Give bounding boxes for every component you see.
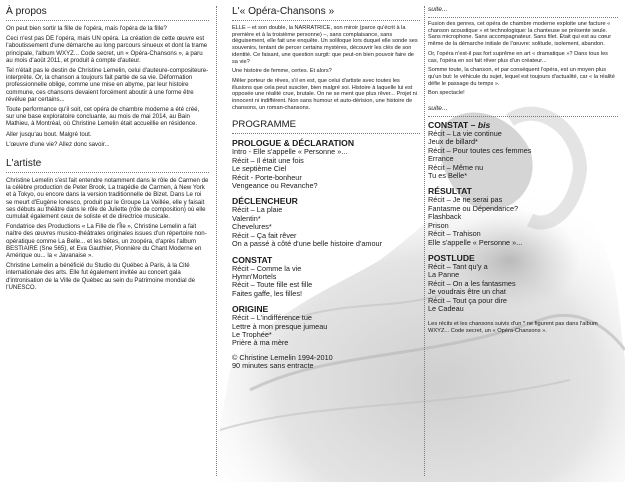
programme-item: La Panne bbox=[428, 270, 460, 280]
column-opera bbox=[232, 6, 420, 371]
programme-item: Prison bbox=[428, 220, 449, 230]
footnote: Les récits et les chansons suivis d'un * ne figurent pas dans l'album WXYZ... Code secret, un « Opéra-Chansons ». bbox=[428, 321, 598, 335]
about-p6: L'œuvre d'une vie? Allez donc savoir... bbox=[6, 140, 110, 148]
artist-p1: Christine Lemelin s'est fait entendre notamment dans le rôle de Carmen de la célèbre production de Peter Brook, La tragédie de Carmen, à New York et à Tokyo, ou encore dans la version traditionnelle de Bizet. Dans Le roi se meurt d'Eugène Ionesco, produit par le Groupe La Veillée, elle y faisait ses débuts au théâtre dans le rôle de Juliette (rôle de composition) où elle cumulait également ceux de soliste et de directrice musicale. bbox=[6, 177, 209, 221]
programme-item: Récit - Porte-bonheur bbox=[232, 172, 302, 182]
suite-label-1: suite... bbox=[428, 6, 618, 18]
about-p2: Ceci n'est pas DE l'opéra, mais UN opéra. La création de cette œuvre est l'aboutissement d'une démarche au long parcours sinueux et dont la trame principale, l'album WXYZ... Code secret, un « Opéra-Chansons », a paru au mois d'août 2011, et produit à compte d'auteur. bbox=[6, 35, 208, 64]
programme-item: Flashback bbox=[428, 212, 462, 222]
programme-item: Récit – Tant qu'y a bbox=[428, 261, 488, 271]
constat-label: CONSTAT – bbox=[428, 120, 476, 131]
programme-item: Le septième Ciel bbox=[232, 164, 287, 174]
origine-list bbox=[232, 314, 420, 348]
programme-item: Récit – La plaie bbox=[232, 205, 283, 215]
programme-item: Chevelures* bbox=[232, 222, 272, 232]
programme-item: Lettre à mon presque jumeau bbox=[232, 321, 328, 331]
suite-p3: Somme toute, la chanson, et par conséquent l'opéra, est un moyen plus qu'un but: le véhicule du sujet, lequel est toujours d'actualité, car « la réalité défie le passage du temps ». bbox=[428, 67, 615, 87]
section-constat: CONSTAT bbox=[232, 254, 273, 265]
artist-p2: Fondatrice des Productions « La Fille de l'Île », Christine Lemelin a fait naître des œuvres musico-théâtrales originales issues d'un répertoire non-opératique comme La Belle... et les bêtes, un zoopéra, d'après l'album BESTIAIRE (Sne 565), et Eva Gauthier, Pionnière du Chant Moderne en Amérique ou... la « Javanaise ». bbox=[6, 223, 207, 260]
programme-item: Jeux de billard* bbox=[428, 137, 478, 147]
programme-item: Valentin* bbox=[232, 213, 261, 223]
about-p3: Tel n'était pas le destin de Christine Lemelin, celui d'auteure-compositeure-interprète. Or, la chanson a toujours fait partie de sa vie. Déformation professionnelle oblige, comme une mise en abyme, par leur histoire commune, ces chansons devaient forcément aboutir à une forme être révélue par certains... bbox=[6, 67, 209, 103]
constat-list bbox=[232, 265, 420, 299]
section-prologue: PROLOGUE & DÉCLARATION bbox=[232, 138, 355, 149]
programme-item: Je voudrais être un chat bbox=[428, 287, 506, 297]
divider-2 bbox=[424, 6, 425, 476]
copyright-text: © Christine Lemelin 1994-2010 bbox=[232, 352, 333, 362]
column-about bbox=[6, 6, 209, 291]
section-resultat: RÉSULTAT bbox=[428, 186, 472, 197]
about-p1: On peut bien sortir la fille de l'opéra, mais l'opéra de la fille? bbox=[6, 25, 167, 32]
constat-bis-list bbox=[428, 130, 618, 180]
programme-item: Récit – Je ne serai pas bbox=[428, 195, 503, 205]
programme-item: Récit – Tout ça pour dire bbox=[428, 295, 507, 305]
programme-item: Récit – Toute fille est fille bbox=[232, 280, 313, 290]
duration-text: 90 minutes sans entracte bbox=[232, 361, 314, 371]
section-declencheur: DÉCLENCHEUR bbox=[232, 196, 298, 207]
programme-item: Elle s'appelle « Personne »... bbox=[428, 237, 523, 247]
opera-intro-1: ELLE – et son double, la NARRATRICE, son miroir (parce qu'écrit à la première et à la troisième personne) –, sans complaisance, sans déguisement, elle fait une enquête. Un soliloque lors duquel elle sonde ses souvenirs, tentant de percer certains mystères, découvrir les clés de son identité. Ce faisant, une question surgit: que peut-on bien pouvoir faire de sa vie? bbox=[232, 25, 418, 65]
prologue-list bbox=[232, 148, 420, 190]
programme-item: Vengeance ou Revanche? bbox=[232, 181, 318, 191]
programme-item: Récit – On a les fantasmes bbox=[428, 278, 516, 288]
programme-item: Récit – Trahison bbox=[428, 229, 481, 239]
section-origine: ORIGINE bbox=[232, 304, 269, 315]
programme-item: Récit – Comme la vie bbox=[232, 263, 302, 273]
programme-item: Hymn'Mortels bbox=[232, 271, 277, 281]
suite-p4: Bon spectacle! bbox=[428, 90, 465, 97]
about-p5: Aller jusqu'au bout. Malgré tout. bbox=[6, 130, 92, 138]
programme-item: Récit – Ça fait rêver bbox=[232, 230, 297, 240]
programme-item: Tu es Belle* bbox=[428, 171, 468, 181]
programme-item: Récit – La vie continue bbox=[428, 129, 502, 139]
column-suite bbox=[428, 6, 618, 335]
bis-label: bis bbox=[477, 120, 491, 131]
suite-p2: Or, l'opéra n'est-il pas fort suprême en art « dramatique »? Dans tous les cas, l'opéra en soi fait rêver plus d'un créateur... bbox=[428, 50, 608, 64]
programme-item: Récit – Il était une fois bbox=[232, 155, 304, 165]
suite-label-2: suite... bbox=[428, 105, 618, 117]
programme-item: Le Trophée* bbox=[232, 329, 272, 339]
resultat-list bbox=[428, 196, 618, 246]
programme-item: Errance bbox=[428, 154, 454, 164]
about-title: À propos bbox=[6, 6, 209, 21]
programme-item: On a passé à côté d'une belle histoire d'amour bbox=[232, 239, 383, 249]
programme-item: Fantasme ou Dépendance? bbox=[428, 203, 519, 213]
programme-item: Prière à ma mère bbox=[232, 338, 289, 348]
artist-p3: Christine Lemelin a bénéficié du Studio du Québec à Paris, à la Cité internationale des arts. Elle fut également invitée au concert gala d'intronisation de la Ville de Québec au sein du Patrimoine mondial de l'UNESCO. bbox=[6, 262, 196, 291]
programme-item: Le Cadeau bbox=[428, 303, 464, 313]
programme-item: Intro - Elle s'appelle « Personne »... bbox=[232, 147, 348, 157]
programme-item: Récit – Pour toutes ces femmes bbox=[428, 145, 532, 155]
divider-1 bbox=[216, 6, 217, 476]
opera-intro-2: Une histoire de femme, certes. Et alors? bbox=[232, 68, 332, 75]
programme-item: Récit – Même nu bbox=[428, 162, 484, 172]
about-p4: Toute performance qu'il soit, cet opéra de chambre moderne a été créé, sur une base exploratoire concluante, au mois de mai 2014, au Bain Mathieu, à Montréal, où Christine Lemelin était accueillie en résidence. bbox=[6, 106, 200, 128]
opera-intro-3: Mêler porteur de rêves, s'il en est, que celui d'artiste avec toutes les illusions que cela peut susciter, bien malgré soi. Histoire à laquelle lui est opposée une réalité crue, brutale. On ne se ment que plus rêver... Projet ni innocent ni indifférent. Non sans humour et auto-dérision, une histoire de chansons, un roman-chansons. bbox=[232, 77, 418, 111]
opera-title: L'« Opéra-Chansons » bbox=[232, 6, 420, 21]
programme-item: Récit – L'indifférence tue bbox=[232, 313, 312, 323]
artist-title: L'artiste bbox=[6, 158, 209, 173]
declencheur-list bbox=[232, 206, 420, 248]
copyright-block bbox=[232, 354, 420, 371]
programme-item: Faites gaffe, les filles! bbox=[232, 288, 303, 298]
postlude-list bbox=[428, 263, 618, 313]
section-postlude: POSTLUDE bbox=[428, 252, 475, 263]
suite-p1: Fusion des genres, cet opéra de chambre moderne exploite une facture « chanson acoustique » et technologique: la chanteuse se présente seule. Sans microphone. Sans accompagnateur. Sans filet. Était qui est au cœur même de la démarche initiale de l'œuvre: solitude, isolement, abandon. bbox=[428, 21, 612, 48]
programme-title: PROGRAMME bbox=[232, 119, 420, 134]
